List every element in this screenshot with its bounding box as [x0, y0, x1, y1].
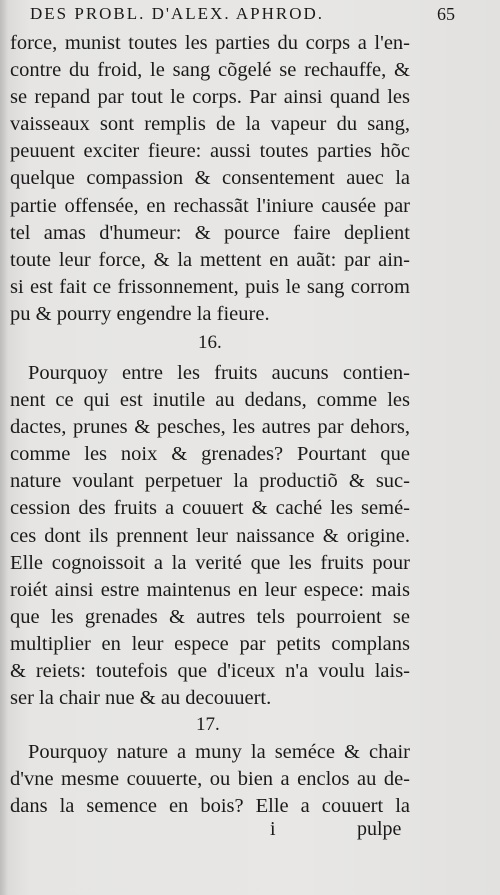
text-line: si est fait ce frissonnement, puis le sang corrom	[10, 276, 410, 298]
text-line: se repand par tout le corps. Par ainsi quand les	[10, 86, 410, 108]
section-number: 17.	[196, 714, 220, 735]
catchword: pulpe	[357, 818, 402, 840]
text-line: partie offensée, en rechassãt l'iniure causée par	[10, 195, 410, 217]
text-line: dactes, prunes & pesches, les autres par dehors,	[10, 416, 410, 438]
text-line: Elle cognoissoit a la verité que les fruits pour	[10, 552, 410, 574]
text-line: nature voulant perpetuer la productiõ & suc-	[10, 470, 410, 492]
signature-mark: i	[270, 818, 276, 840]
text-line: que les grenades & autres tels pourroient se	[10, 606, 410, 628]
text-line: ces dont ils prennent leur naissance & origine.	[10, 525, 410, 547]
text-line: contre du froid, le sang cõgelé se rechauffe, &	[10, 59, 410, 81]
text-line: vaisseaux sont remplis de la vapeur du sang,	[10, 113, 410, 135]
text-line: nent ce qui est inutile au dedans, comme les	[10, 389, 410, 411]
text-line: comme les noix & grenades? Pourtant que	[10, 443, 410, 465]
text-line: d'vne mesme couuerte, ou bien a enclos au de-	[10, 768, 410, 790]
text-line: pu & pourry engendre la fieure.	[10, 303, 270, 325]
section-number: 16.	[198, 332, 222, 353]
text-line: Pourquoy entre les fruits aucuns contien-	[28, 362, 410, 384]
text-line: tel amas d'humeur: & pource faire deplient	[10, 222, 410, 244]
page-gutter-shadow	[0, 0, 8, 895]
text-line: peuuent exciter fieure: aussi toutes parties hõc	[10, 140, 410, 162]
text-line: force, munist toutes les parties du corps a l'en-	[10, 32, 410, 54]
text-line: quelque compassion & consentement auec la	[10, 167, 410, 189]
running-head: DES PROBL. D'ALEX. APHROD.	[30, 4, 325, 23]
text-line: ser la chair nue & au decouuert.	[10, 687, 272, 709]
text-line: & reiets: toutefois que d'iceux n'a voulu lais-	[10, 660, 410, 682]
text-line: dans la semence en bois? Elle a couuert la	[10, 795, 410, 817]
page-number: 65	[437, 4, 455, 24]
text-line: toute leur force, & la mettent en auãt: par ain-	[10, 249, 410, 271]
text-line: cession des fruits a couuert & caché les semé-	[10, 497, 410, 519]
text-line: Pourquoy nature a muny la seméce & chair	[28, 741, 410, 763]
text-line: roiét ainsi estre maintenus en leur espece: mais	[10, 579, 410, 601]
text-line: multiplier en leur espece par petits complans	[10, 633, 410, 655]
